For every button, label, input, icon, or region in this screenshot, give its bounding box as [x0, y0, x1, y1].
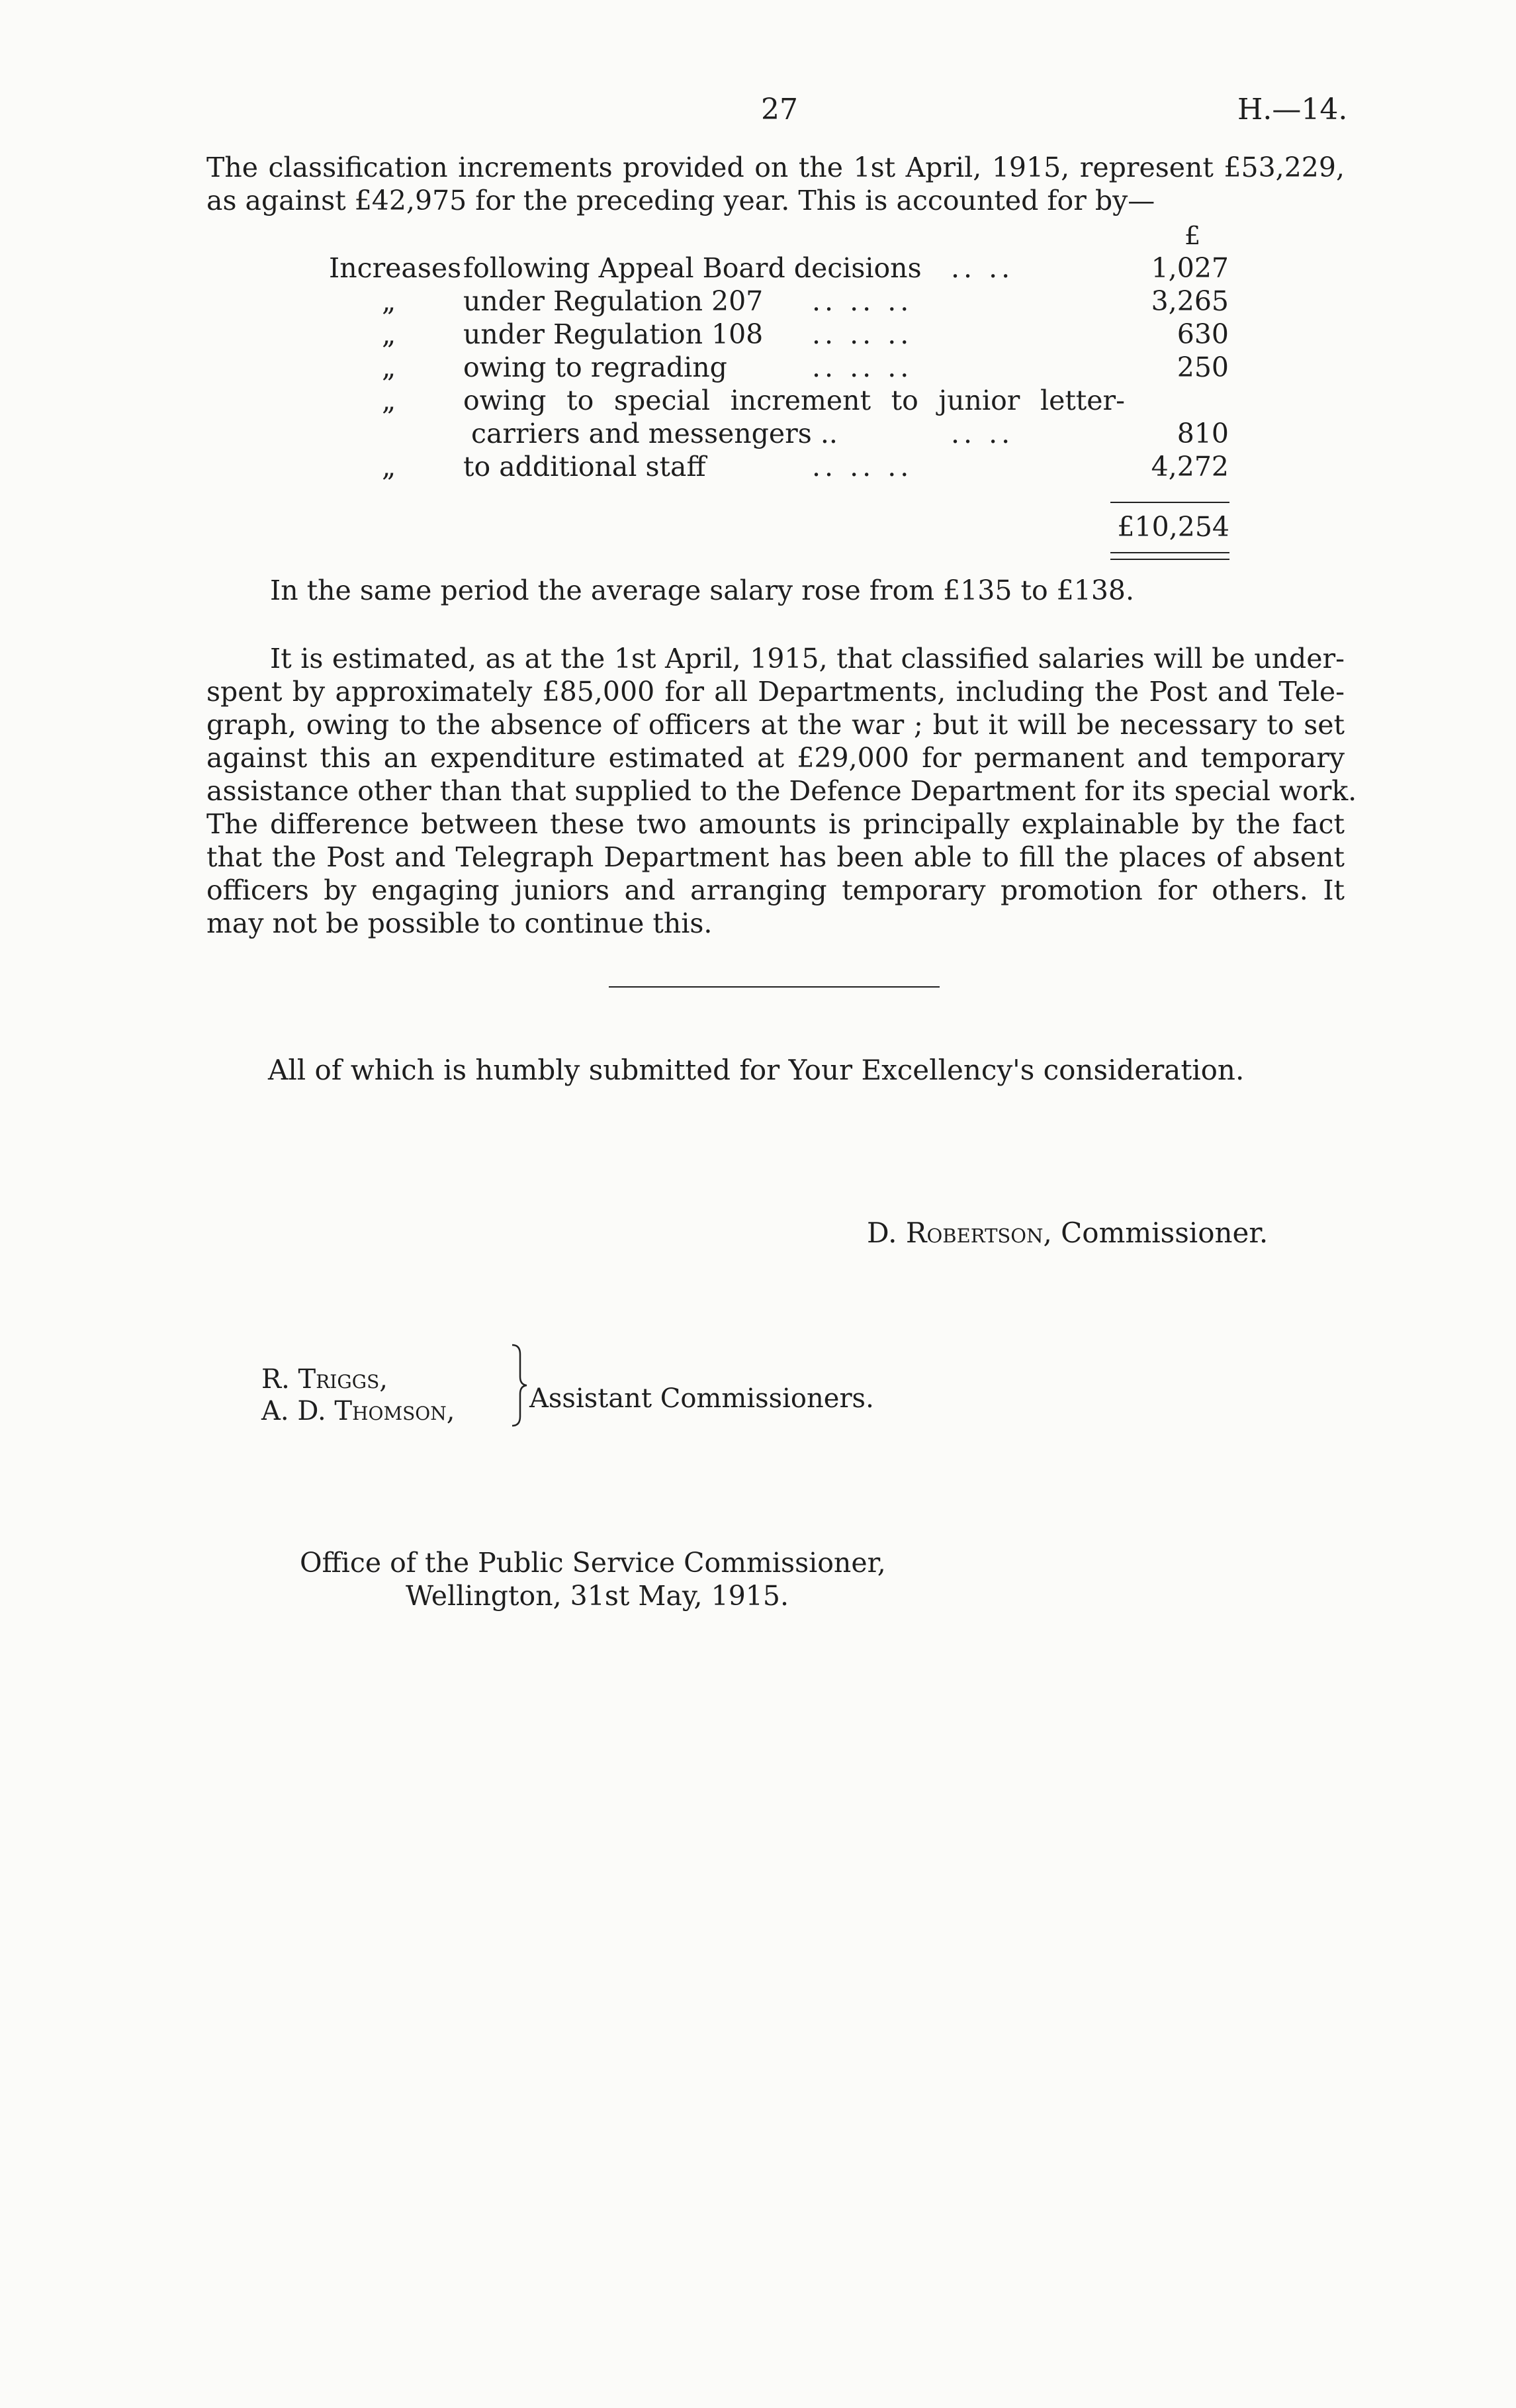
estimate-paragraph: [206, 642, 1357, 940]
row-description: carriers and messengers ..: [471, 418, 838, 449]
paragraph-line: It is estimated, as at the 1st April, 1915, that classified salaries will be under-: [270, 643, 1345, 674]
closing-statement: All of which is humbly submitted for Your Excellency's consideration.: [268, 1054, 1245, 1086]
row-description: under Regulation 207: [463, 285, 764, 317]
commissioner-signature: [867, 1217, 1268, 1249]
paragraph-line: The difference between these two amounts is principally explainable by the fact: [206, 808, 1345, 840]
assistant-commissioners-title: Assistant Commissioners.: [529, 1383, 874, 1414]
table-row: [329, 417, 1229, 450]
average-salary-paragraph: In the same period the average salary rose from £135 to £138.: [270, 575, 1135, 606]
total-double-rule: [1110, 552, 1229, 560]
leader-dots: .. .. ..: [812, 318, 913, 350]
total-amount: £10,254: [1117, 511, 1229, 543]
office-line-2: Wellington, 31st May, 1915.: [406, 1580, 789, 1612]
row-label: „: [382, 451, 396, 483]
brace-icon: [510, 1342, 528, 1428]
row-amount: 810: [1177, 418, 1229, 449]
row-label: „: [382, 385, 396, 416]
row-amount: 3,265: [1151, 285, 1229, 317]
assistant-name: R. Triggs,: [261, 1364, 388, 1395]
commissioner-name: D. Robertson,: [867, 1217, 1052, 1249]
paragraph-line: may not be possible to continue this.: [206, 907, 713, 939]
row-description: owing to special increment to junior letter-: [463, 385, 1125, 416]
row-description: to additional staff: [463, 451, 706, 483]
office-line-1: Office of the Public Service Commissioner,: [300, 1547, 886, 1579]
row-description: owing to regrading: [463, 351, 727, 383]
leader-dots: .. ..: [951, 418, 1014, 449]
page-number: 27: [761, 93, 798, 126]
section-divider: [609, 986, 940, 988]
intro-line-2: as against £42,975 for the preceding year. This is accounted for by—: [206, 185, 1155, 216]
paragraph-line: against this an expenditure estimated at £29,000 for permanent and temporary: [206, 742, 1345, 774]
row-amount: 1,027: [1151, 252, 1229, 284]
paragraph-line: officers by engaging juniors and arranging temporary promotion for others. It: [206, 874, 1345, 906]
leader-dots: .. .. ..: [812, 451, 913, 483]
leader-dots: .. .. ..: [812, 351, 913, 383]
table-row: [329, 351, 1229, 384]
row-label: Increases: [329, 252, 462, 284]
leader-dots: .. ..: [951, 252, 1014, 284]
leader-dots: .. .. ..: [812, 285, 913, 317]
total-rule: [1110, 502, 1229, 503]
assistant-commissioners-names: [261, 1364, 455, 1427]
paragraph-line: graph, owing to the absence of officers at the war ; but it will be necessary to set: [206, 709, 1345, 741]
row-description: following Appeal Board decisions: [463, 252, 922, 284]
currency-header: £: [1184, 221, 1201, 250]
paragraph-line: spent by approximately £85,000 for all Departments, including the Post and Tele-: [206, 676, 1345, 708]
document-reference: H.—14.: [1237, 93, 1348, 126]
commissioner-title: Commissioner.: [1061, 1217, 1269, 1249]
intro-line-1: The classification increments provided on the 1st April, 1915, represent £53,229,: [206, 152, 1345, 183]
paragraph-line: assistance other than that supplied to the Defence Department for its special work.: [206, 775, 1357, 807]
row-label: „: [382, 318, 396, 350]
office-address: [300, 1546, 886, 1612]
table-row: [329, 384, 1229, 417]
row-amount: 630: [1177, 318, 1229, 350]
row-label: „: [382, 351, 396, 383]
table-row: [329, 318, 1229, 351]
table-row: [329, 285, 1229, 318]
table-row: [329, 450, 1229, 483]
row-amount: 250: [1177, 351, 1229, 383]
table-row: [329, 252, 1229, 285]
row-label: „: [382, 285, 396, 317]
assistant-name: A. D. Thomson,: [261, 1396, 455, 1426]
intro-paragraph: [206, 151, 1345, 217]
row-description: under Regulation 108: [463, 318, 764, 350]
paragraph-line: that the Post and Telegraph Department has been able to fill the places of absent: [206, 841, 1345, 873]
row-amount: 4,272: [1151, 451, 1229, 483]
